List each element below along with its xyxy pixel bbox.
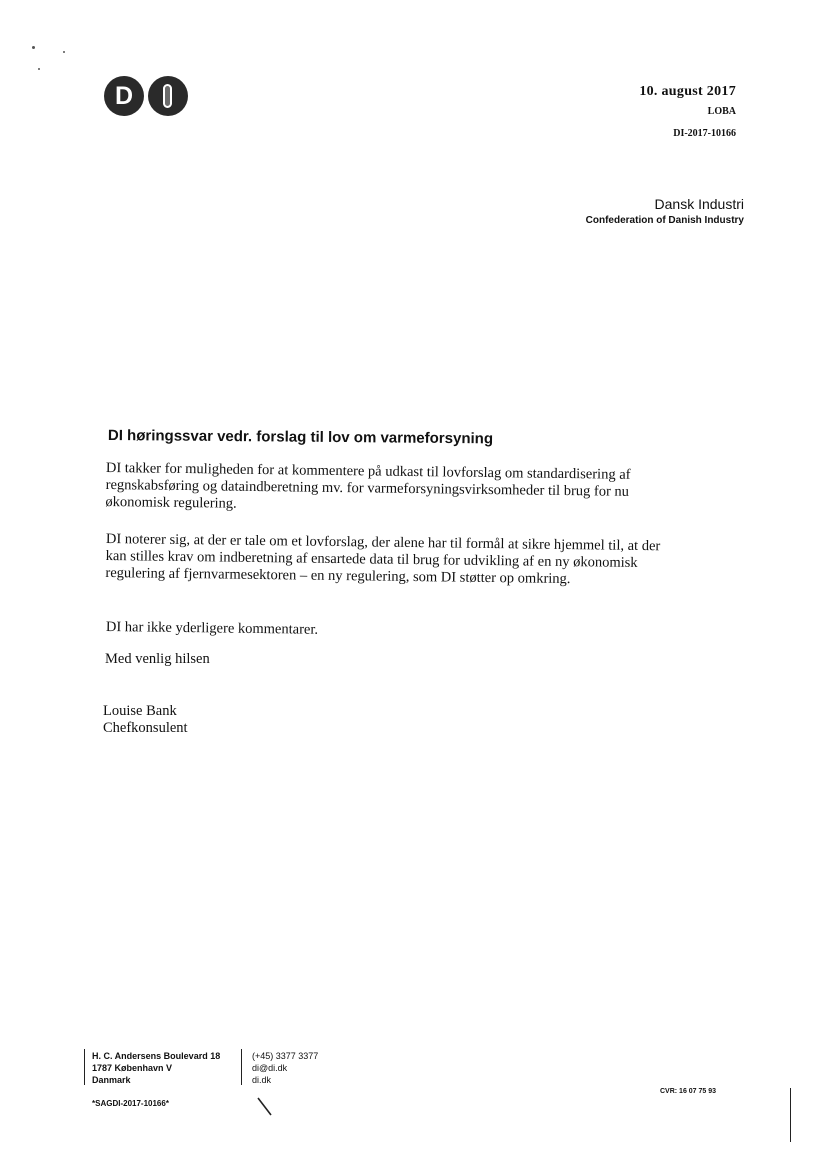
footer-divider-left bbox=[84, 1049, 85, 1085]
contact-phone: (+45) 3377 3377 bbox=[252, 1051, 319, 1061]
address-city: 1787 København V bbox=[92, 1063, 173, 1073]
organization-subtitle: Confederation of Danish Industry bbox=[585, 215, 744, 226]
scan-speck bbox=[32, 46, 35, 49]
scan-speck bbox=[63, 51, 65, 53]
letter-date: 10. august 2017 bbox=[639, 84, 736, 99]
logo-letter-d: D bbox=[104, 76, 144, 116]
letter-subject: DI høringssvar vedr. forslag til lov om varmeforsyning bbox=[107, 427, 494, 448]
organization-name: Dansk Industri bbox=[654, 196, 744, 212]
closing-salutation: Med venlig hilsen bbox=[105, 651, 210, 667]
scan-stroke-mark bbox=[256, 1096, 276, 1118]
scan-speck bbox=[38, 68, 40, 70]
address-street: H. C. Andersens Boulevard 18 bbox=[92, 1051, 221, 1061]
di-logo bbox=[104, 76, 188, 116]
footer-contact bbox=[252, 1050, 318, 1086]
author-initials: LOBA bbox=[707, 106, 736, 117]
cvr-number: CVR: 16 07 75 93 bbox=[660, 1088, 717, 1095]
address-country: Danmark bbox=[92, 1075, 131, 1085]
contact-website: di.dk bbox=[252, 1075, 272, 1085]
paragraph-1: DI takker for muligheden for at kommentere på udkast til lovforslag om standardisering af regnskabsføring og dataindberetning mv. for varmeforsyningsvirksomheder til brug for nu økonomisk regulering. bbox=[105, 460, 631, 512]
logo-letter-i-icon bbox=[148, 76, 188, 116]
footer-divider-middle bbox=[241, 1049, 242, 1085]
signer-name: Louise Bank bbox=[103, 703, 177, 719]
scan-edge-line bbox=[790, 1088, 791, 1142]
case-reference: DI-2017-10166 bbox=[673, 128, 736, 139]
contact-email: di@di.dk bbox=[252, 1063, 288, 1073]
footer-address bbox=[92, 1050, 220, 1086]
paragraph-2: DI noterer sig, at der er tale om et lovforslag, der alene har til formål at sikre hjemmel til, at der kan stilles krav om indberetning af ensartede data til brug for udvikling af en ny økonomisk regulering af fjernvarmesektoren – en ny regulering, som DI støtter op omkring. bbox=[105, 531, 661, 588]
paragraph-3: DI har ikke yderligere kommentarer. bbox=[105, 619, 319, 638]
barcode-text: *SAGDI-2017-10166* bbox=[92, 1099, 169, 1108]
signer-title: Chefkonsulent bbox=[103, 720, 188, 736]
